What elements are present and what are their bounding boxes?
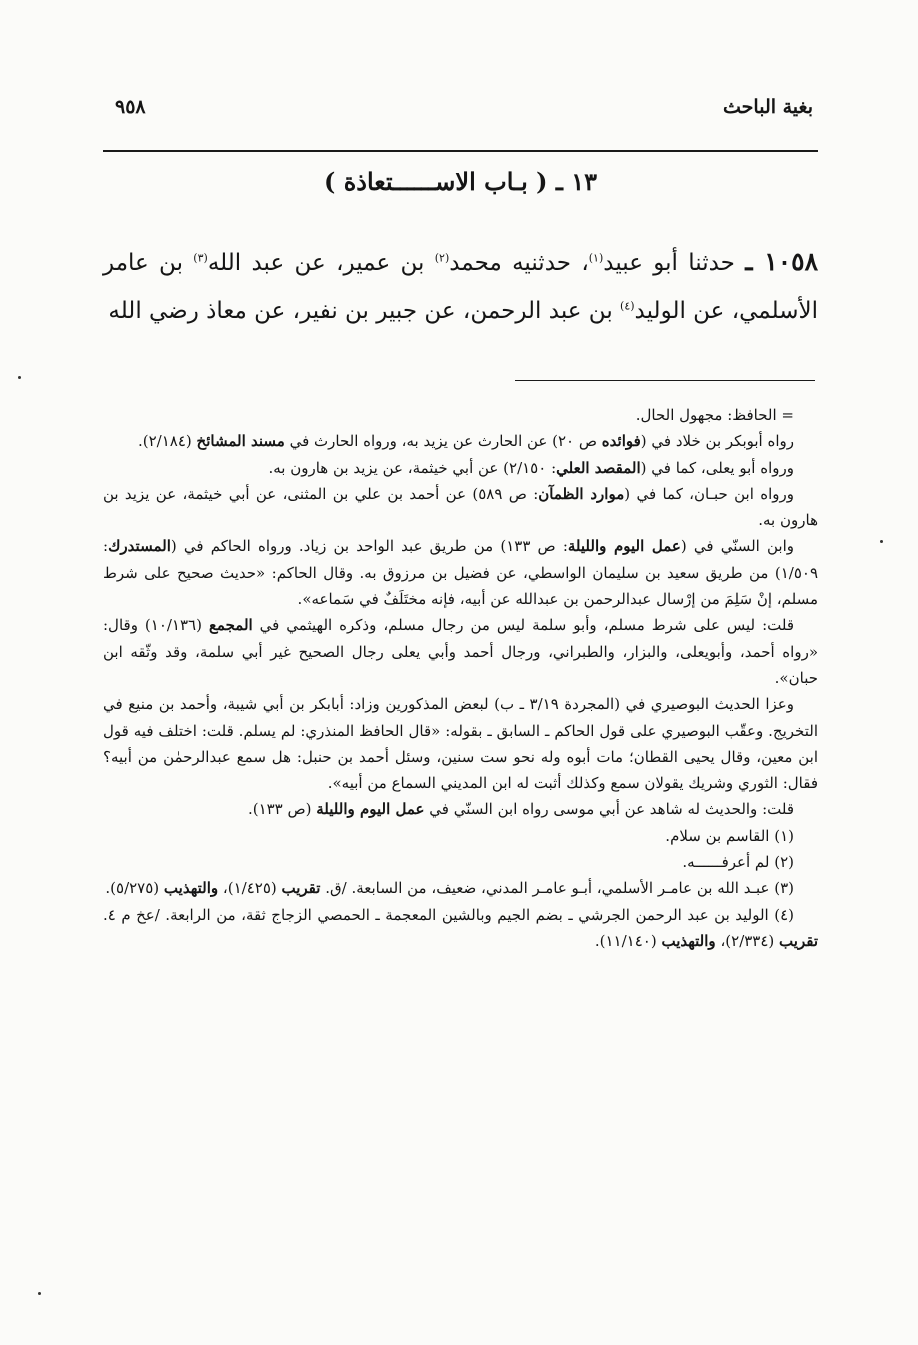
footnote-ref: (١)	[588, 251, 604, 265]
footnote-paragraph: رواه أبوبكر بن خلاد في (فوائده ص ٢٠) عن الحارث عن يزيد به، ورواه الحارث في مسند المشائخ (٢/١٨٤).	[138, 432, 794, 451]
scan-speck	[38, 1292, 41, 1295]
hadith-text-part: حدثنا أبو عبيد	[603, 250, 735, 276]
footnote-ref: (٢)	[434, 251, 450, 265]
footnote-paragraph: وابن السنّي في (عمل اليوم والليلة: ص ١٣٣) من طريق عبد الواحد بن زياد. ورواه الحاكم في (المستدرك: ١/٥٠٩) من طريق سعيد بن سليمان الواسطي، عن فضيل بن مرزوق به. وقال الحاكم: «حديث صحيح على شرط مسلم، إنْ سَلِمَ من إرْسال عبدالرحمن بن عبدالله عن أبيه، فإنه مختَلَفٌ في سَماعه».	[103, 537, 818, 609]
scan-speck	[880, 540, 883, 543]
footnote-paragraph: وعزا الحديث البوصيري في (المجردة ٣/١٩ ـ ب) لبعض المذكورين وزاد: أبابكر بن أبي شيبة، وأحمد بن منيع في التخريج. وعقّب البوصيري على قول الحاكم ـ السابق ـ بقوله: «قال الحافظ المنذري: لم يسلم. قلت: اختلف فيه قول ابن معين، وقال يحيى القطان؛ مات أبوه وله نحو ست سنين، وسئل أحمد بن حنبل: هل سمع عبدالرحمٰن من أبيه؟ فقال: الثوري وشريك يقولان سمع وكذلك أثبت له ابن المديني السماع من أبيه».	[103, 695, 818, 793]
hadith-text-part: بن عمير، عن عبد الله	[207, 250, 435, 276]
footnote-continuation: = الحافظ: مجهول الحال.	[635, 406, 794, 424]
footnote-1: (١) القاسم بن سلام.	[665, 826, 794, 845]
footnote-paragraph: قلت: والحديث له شاهد عن أبي موسى رواه ابن السنّي في عمل اليوم والليلة (ص ١٣٣).	[247, 800, 794, 819]
footnote-2: (٢) لم أعرفــــــه.	[682, 853, 794, 872]
footnote-4: (٤) الوليد بن عبد الرحمن الجرشي ـ بضم الجيم وبالشين المعجمة ـ الحمصي الزجاج ثقة، من الرابعة. /عخ م ٤. تقريب (٢/٣٣٤)، والتهذيب (١١/١٤٠).	[103, 905, 818, 950]
footnote-ref: (٣)	[193, 251, 208, 265]
footnote-paragraph: ورواه ابن حبـان، كما في (موارد الظمآن: ص ٥٨٩) عن أحمد بن علي بن المثنى، عن أبي خيثمة، عن يزيد بن هارون به.	[103, 484, 818, 530]
chapter-heading: ١٣ ـ ( بـاب الاســــــتعاذة )	[324, 167, 597, 196]
running-header-title: بغية الباحث	[723, 96, 813, 118]
hadith-text	[103, 238, 818, 335]
footnote-paragraph: قلت: ليس على شرط مسلم، وأبو سلمة ليس من رجال مسلم، وذكره الهيثمي في المجمع (١٠/١٣٦) وقال: «رواه أحمد، وأبويعلى، والبزار، والطبراني، ورجال أحمد وأبي يعلى رجال الصحيح غير أبي سلمة، وقد وثّقه ابن حبان».	[103, 616, 818, 687]
header-rule	[103, 150, 818, 152]
hadith-number: ١٠٥٨ ـ	[745, 247, 818, 276]
hadith-text-part: بن عامر الأسلمي، عن الوليد	[103, 250, 818, 324]
footnote-paragraph: ورواه أبو يعلى، كما في (المقصد العلي: ٢/١٥٠) عن أبي خيثمة، عن يزيد بن هارون به.	[268, 458, 794, 477]
hadith-text-part: بن عبد الرحمن، عن جبير بن نفير، عن معاذ رضي الله	[108, 298, 621, 324]
footnotes-block	[103, 402, 818, 954]
page-number: ٩٥٨	[115, 96, 146, 118]
scan-speck	[18, 376, 21, 379]
footnote-ref: (٤)	[620, 299, 635, 313]
hadith-text-part: ، حدثنيه محمد	[449, 250, 589, 276]
footnote-separator	[515, 380, 815, 381]
footnote-3: (٣) عبـد الله بن عامـر الأسلمي، أبـو عامـر المدني، ضعيف، من السابعة. /ق. تقريب (١/٤٢٥)، والتهذيب (٥/٢٧٥).	[105, 879, 794, 898]
